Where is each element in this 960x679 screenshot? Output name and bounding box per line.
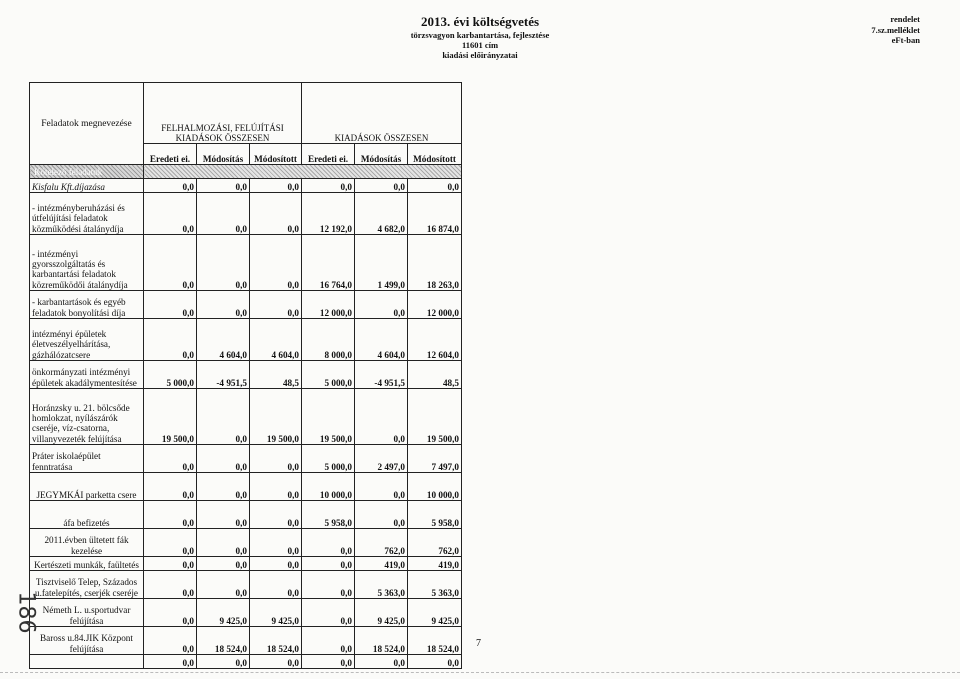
value-cell: 0,0 [250, 291, 302, 319]
value-cell: 4 604,0 [197, 319, 250, 361]
value-cell: 19 500,0 [408, 389, 462, 445]
table-row [30, 599, 462, 627]
table-row [30, 179, 462, 193]
value-cell: 48,5 [408, 361, 462, 389]
value-cell: 419,0 [355, 557, 408, 571]
table-row [30, 557, 462, 571]
value-cell: 4 682,0 [355, 193, 408, 235]
value-cell: 0,0 [197, 445, 250, 473]
table-body [30, 179, 462, 669]
value-cell: 19 500,0 [144, 389, 197, 445]
value-cell: 0,0 [197, 291, 250, 319]
row-label: Kertészeti munkák, faültetés [30, 557, 144, 571]
value-cell: 0,0 [302, 557, 355, 571]
section-band [144, 165, 462, 179]
value-cell: 10 000,0 [408, 473, 462, 501]
value-cell: 0,0 [197, 501, 250, 529]
value-cell: 4 604,0 [250, 319, 302, 361]
value-cell: 0,0 [355, 179, 408, 193]
value-cell: 1 499,0 [355, 235, 408, 291]
section-label: Kötelező feladatok [30, 165, 144, 179]
row-label: Tisztviselő Telep, Százados u.fatelepítés, cserjék cseréje [30, 571, 144, 599]
value-cell: 0,0 [250, 557, 302, 571]
document-header [350, 14, 610, 60]
value-cell: 0,0 [144, 193, 197, 235]
value-cell: 0,0 [250, 501, 302, 529]
value-cell: 0,0 [144, 235, 197, 291]
reference-line: 7.sz.melléklet [871, 24, 920, 35]
table-row [30, 193, 462, 235]
value-cell: 0,0 [250, 529, 302, 557]
table-row [30, 445, 462, 473]
value-cell: 5 363,0 [355, 571, 408, 599]
value-cell: 16 764,0 [302, 235, 355, 291]
value-cell: 0,0 [302, 571, 355, 599]
value-cell: 12 000,0 [302, 291, 355, 319]
value-cell: 5 000,0 [302, 361, 355, 389]
value-cell: 0,0 [250, 179, 302, 193]
value-cell: 18 263,0 [408, 235, 462, 291]
value-cell: 12 604,0 [408, 319, 462, 361]
table-row [30, 389, 462, 445]
value-cell: 0,0 [250, 445, 302, 473]
row-label: intézményi épületek életveszélyelhárítása, gázhálózatcsere [30, 319, 144, 361]
value-cell: 5 958,0 [408, 501, 462, 529]
column-header: Módosított [250, 144, 302, 165]
value-cell: 0,0 [197, 529, 250, 557]
document-subtitle: törzsvagyon karbantartása, fejlesztése [410, 29, 550, 40]
value-cell: 0,0 [144, 501, 197, 529]
table-row [30, 319, 462, 361]
value-cell: 9 425,0 [355, 599, 408, 627]
document-cim: 11601 cím [461, 39, 499, 50]
value-cell: 0,0 [197, 235, 250, 291]
row-label: - intézményi gyorsszolgáltatás és karbantartási feladatok közreműködői átalánydíja [30, 235, 144, 291]
value-cell: 5 958,0 [302, 501, 355, 529]
budget-table [29, 82, 462, 669]
value-cell: 9 425,0 [197, 599, 250, 627]
value-cell: 2 497,0 [355, 445, 408, 473]
value-cell: 0,0 [144, 529, 197, 557]
row-label: - karbantartások és egyéb feladatok bonyolítási díja [30, 291, 144, 319]
column-group-total: KIADÁSOK ÖSSZESEN [302, 83, 462, 144]
table-header-row [30, 83, 462, 144]
table-row [30, 291, 462, 319]
value-cell: 0,0 [197, 571, 250, 599]
value-cell: 16 874,0 [408, 193, 462, 235]
value-cell: 0,0 [355, 389, 408, 445]
value-cell: 0,0 [302, 599, 355, 627]
value-cell: 7 497,0 [408, 445, 462, 473]
table-row [30, 235, 462, 291]
value-cell: 0,0 [250, 235, 302, 291]
row-label: JEGYMKÁI parketta csere [30, 473, 144, 501]
value-cell: 8 000,0 [302, 319, 355, 361]
table-row [30, 473, 462, 501]
column-header: Eredeti ei. [302, 144, 355, 165]
column-header: Módosítás [355, 144, 408, 165]
value-cell: 0,0 [302, 179, 355, 193]
reference-line: rendelet [890, 14, 920, 24]
value-cell: 0,0 [144, 599, 197, 627]
value-cell: 0,0 [355, 473, 408, 501]
column-group-capital: FELHALMOZÁSI, FELÚJÍTÁSI KIADÁSOK ÖSSZESEN [144, 83, 302, 144]
value-cell: 0,0 [250, 473, 302, 501]
value-cell: 0,0 [144, 655, 197, 669]
value-cell: 762,0 [408, 529, 462, 557]
value-cell: 0,0 [197, 473, 250, 501]
value-cell: 18 524,0 [355, 627, 408, 655]
value-cell: 0,0 [408, 655, 462, 669]
table-row [30, 627, 462, 655]
page-number: 7 [476, 638, 481, 649]
value-cell: 19 500,0 [302, 389, 355, 445]
value-cell: 5 000,0 [302, 445, 355, 473]
table-row [30, 529, 462, 557]
row-label: Baross u.84.JIK Központ felújítása [30, 627, 144, 655]
value-cell: 18 524,0 [250, 627, 302, 655]
value-cell: 5 000,0 [144, 361, 197, 389]
column-header: Eredeti ei. [144, 144, 197, 165]
table-row [30, 571, 462, 599]
value-cell: 0,0 [250, 193, 302, 235]
row-label: Kisfalu Kft.díjazása [30, 179, 144, 193]
value-cell: -4 951,5 [197, 361, 250, 389]
value-cell: 0,0 [144, 319, 197, 361]
row-label [30, 655, 144, 669]
value-cell: 0,0 [302, 529, 355, 557]
value-cell: 9 425,0 [408, 599, 462, 627]
column-header: Módosítás [197, 144, 250, 165]
value-cell: 0,0 [197, 557, 250, 571]
value-cell: 12 000,0 [408, 291, 462, 319]
reference-line: eFt-ban [891, 35, 920, 46]
value-cell: 0,0 [250, 655, 302, 669]
row-label: áfa befizetés [30, 501, 144, 529]
value-cell: 0,0 [144, 473, 197, 501]
value-cell: 19 500,0 [250, 389, 302, 445]
value-cell: 0,0 [144, 445, 197, 473]
value-cell: 18 524,0 [197, 627, 250, 655]
value-cell: 0,0 [144, 291, 197, 319]
value-cell: 0,0 [355, 501, 408, 529]
document-title: 2013. évi költségvetés [420, 14, 540, 29]
value-cell: 0,0 [302, 655, 355, 669]
column-header-task: Feladatok megnevezése [30, 83, 144, 165]
table-row [30, 655, 462, 669]
value-cell: 0,0 [355, 655, 408, 669]
scan-edge-line [0, 672, 960, 673]
value-cell: 0,0 [144, 627, 197, 655]
column-header: Módosított [408, 144, 462, 165]
document-kind: kiadási előirányzatai [442, 49, 518, 60]
row-label: 2011.évben ültetett fák kezelése [30, 529, 144, 557]
value-cell: 0,0 [197, 193, 250, 235]
value-cell: 12 192,0 [302, 193, 355, 235]
value-cell: 48,5 [250, 361, 302, 389]
document-reference [871, 14, 920, 46]
row-label: önkormányzati intézményi épületek akadálymentesítése [30, 361, 144, 389]
value-cell: 0,0 [355, 291, 408, 319]
value-cell: 4 604,0 [355, 319, 408, 361]
value-cell: 0,0 [144, 571, 197, 599]
row-label: Németh L. u.sportudvar felújítása [30, 599, 144, 627]
handwritten-page-note: 186 [13, 591, 39, 634]
value-cell: 0,0 [197, 655, 250, 669]
value-cell: 9 425,0 [250, 599, 302, 627]
value-cell: 0,0 [302, 627, 355, 655]
value-cell: 0,0 [144, 557, 197, 571]
value-cell: 419,0 [408, 557, 462, 571]
value-cell: 0,0 [250, 571, 302, 599]
row-label: Práter iskolaépület fenntratása [30, 445, 144, 473]
value-cell: 0,0 [197, 179, 250, 193]
value-cell: 18 524,0 [408, 627, 462, 655]
value-cell: 5 363,0 [408, 571, 462, 599]
value-cell: -4 951,5 [355, 361, 408, 389]
value-cell: 0,0 [144, 179, 197, 193]
section-row [30, 165, 462, 179]
value-cell: 10 000,0 [302, 473, 355, 501]
row-label: - intézményberuházási és útfelújítási feladatok közműködési átalánydíja [30, 193, 144, 235]
value-cell: 0,0 [197, 389, 250, 445]
table-row [30, 361, 462, 389]
table-row [30, 501, 462, 529]
value-cell: 762,0 [355, 529, 408, 557]
value-cell: 0,0 [408, 179, 462, 193]
row-label: Horánzsky u. 21. bölcsőde homlokzat, nyílászárók cseréje, víz-csatorna, villanyvezeték felújítása [30, 389, 144, 445]
